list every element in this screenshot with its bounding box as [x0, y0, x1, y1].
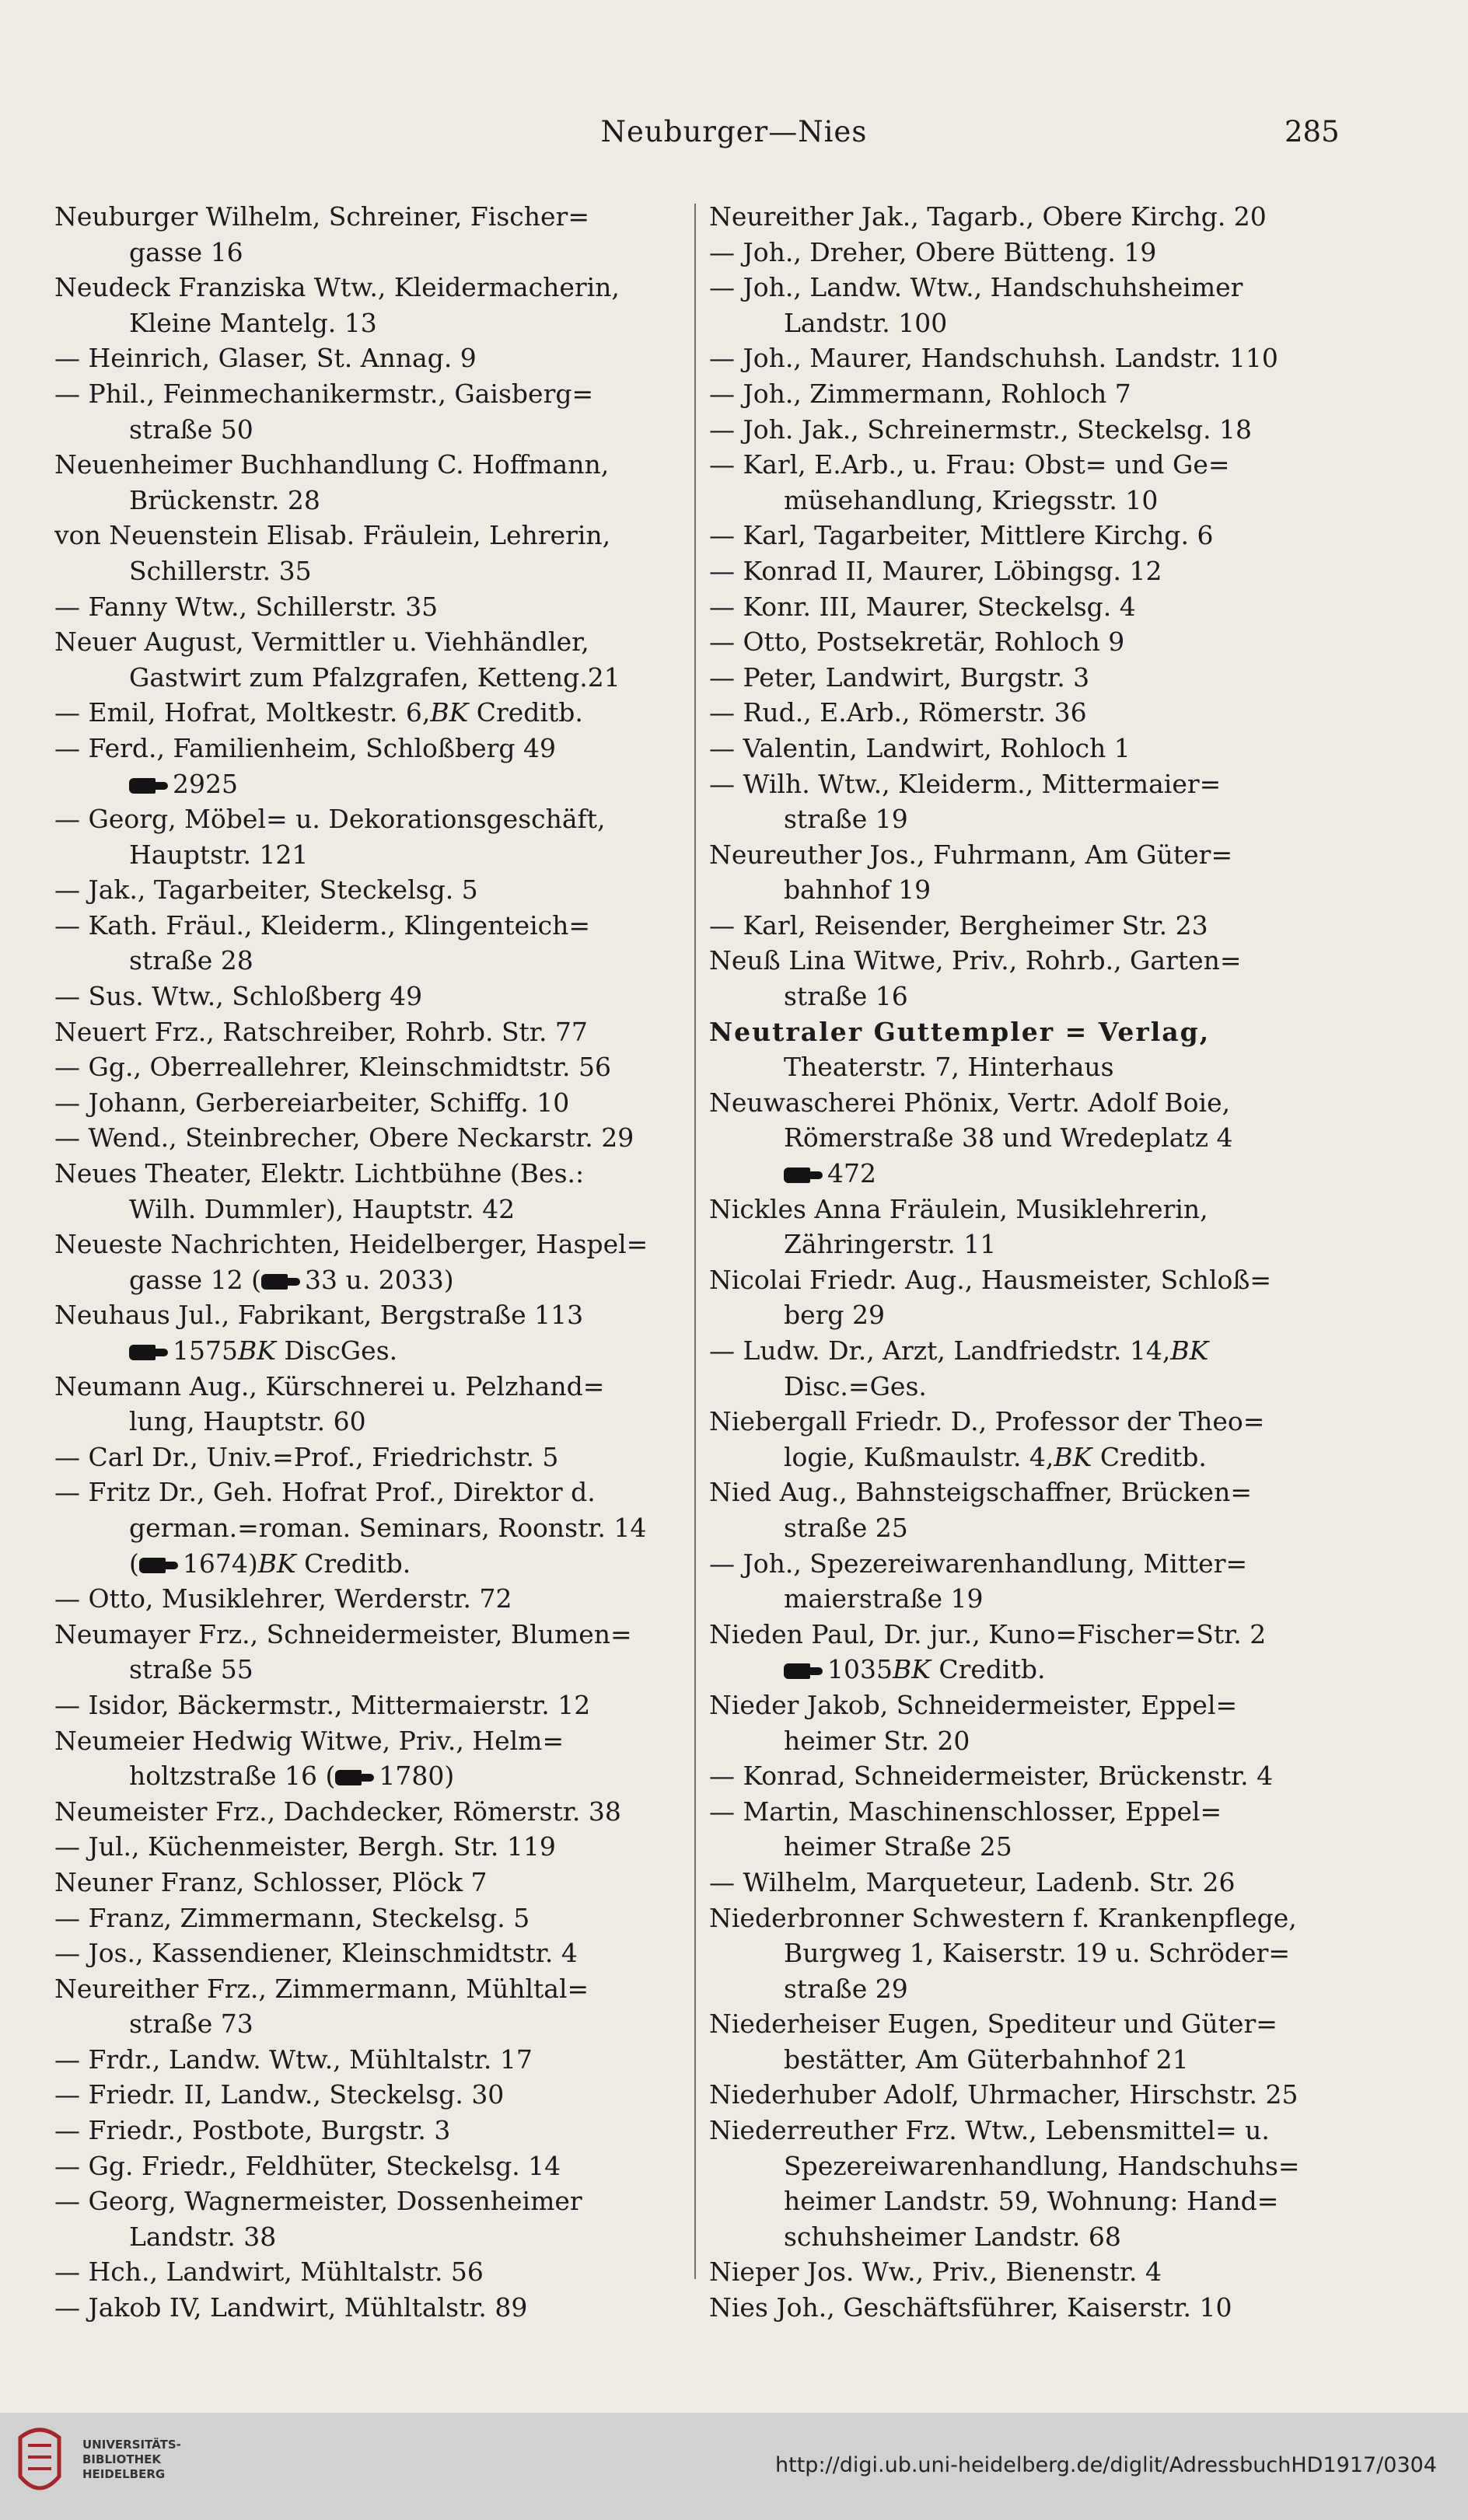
directory-entry: [709, 340, 1347, 376]
entry-text: Disc.=Ges.: [784, 1370, 927, 1401]
directory-entry: [54, 1227, 683, 1262]
telephone-icon: [261, 1272, 300, 1292]
directory-entry: [709, 1758, 1347, 1794]
entry-text: — Martin, Maschinenschlosser, Eppel=: [709, 1796, 1222, 1827]
directory-entry: [709, 553, 1347, 589]
entry-text: Nicolai Friedr. Aug., Hausmeister, Schloß=: [709, 1264, 1272, 1295]
entry-continuation-line: [54, 1333, 683, 1369]
directory-entry: [709, 766, 1347, 802]
entry-continuation-line: [54, 235, 683, 270]
telephone-icon: [784, 1165, 823, 1185]
entry-text: Nieder Jakob, Schneidermeister, Eppel=: [709, 1689, 1238, 1720]
entry-text: maierstraße 19: [784, 1583, 984, 1614]
directory-entry: [54, 1120, 683, 1156]
directory-entry: [709, 695, 1347, 731]
entry-text: Neumeister Frz., Dachdecker, Römerstr. 38: [54, 1796, 621, 1827]
directory-entry: [54, 1935, 683, 1971]
entry-text: — Jak., Tagarbeiter, Steckelsg. 5: [54, 874, 478, 906]
entry-text: von Neuenstein Elisab. Fräulein, Lehrerin,: [54, 520, 611, 551]
entry-text: — Friedr. II, Landw., Steckelsg. 30: [54, 2079, 505, 2110]
entry-text: — Emil, Hofrat, Moltkestr. 6,: [54, 697, 431, 728]
entry-text: 1674): [182, 1548, 258, 1579]
column-divider: [694, 204, 696, 2279]
directory-entry: [54, 2077, 683, 2113]
directory-entry: [709, 1546, 1347, 1582]
entry-text: Neuer August, Vermittler u. Viehhändler,: [54, 627, 589, 658]
entry-text: Theaterstr. 7, Hinterhaus: [784, 1052, 1114, 1083]
entry-text: — Otto, Postsekretär, Rohloch 9: [709, 627, 1125, 658]
entry-text: müsehandlung, Kriegsstr. 10: [784, 484, 1159, 515]
entry-text: Neudeck Franziska Wtw., Kleidermacherin,: [54, 272, 620, 303]
directory-entry: [709, 518, 1347, 553]
entry-continuation-line: [709, 1510, 1347, 1546]
entry-text: straße 19: [784, 804, 908, 835]
entry-text: — Valentin, Landwirt, Rohloch 1: [709, 732, 1131, 763]
entry-text: Brückenstr. 28: [129, 484, 320, 515]
entry-text: — Carl Dr., Univ.=Prof., Friedrichstr. 5: [54, 1441, 559, 1472]
entry-text: Niederheiser Eugen, Spediteur und Güter=: [709, 2009, 1278, 2040]
directory-entry: [709, 1475, 1347, 1510]
running-head: Neuburger—Nies: [600, 115, 868, 148]
directory-entry: [709, 1014, 1347, 1050]
directory-entry: [709, 270, 1347, 305]
directory-entry: [54, 1014, 683, 1050]
entry-text: german.=roman. Seminars, Roonstr. 14: [129, 1512, 647, 1543]
entry-continuation-line: [54, 837, 683, 873]
directory-entry: [709, 943, 1347, 979]
entry-text: Landstr. 38: [129, 2221, 277, 2252]
entry-text: — Rud., E.Arb., Römerstr. 36: [709, 697, 1087, 728]
entry-text: — Hch., Landwirt, Mühltalstr. 56: [54, 2256, 484, 2288]
directory-entry: [709, 199, 1347, 235]
entry-continuation-line: [54, 2006, 683, 2042]
entry-text: — Konr. III, Maurer, Steckelsg. 4: [709, 591, 1136, 622]
entry-text: — Heinrich, Glaser, St. Annag. 9: [54, 343, 477, 374]
entry-text: Neureuther Jos., Fuhrmann, Am Güter=: [709, 839, 1233, 870]
directory-entry: [54, 1723, 683, 1759]
directory-entry: [54, 1049, 683, 1085]
directory-entry: [54, 1865, 683, 1900]
entry-text: — Joh., Maurer, Handschuhsh. Landstr. 110: [709, 343, 1278, 374]
directory-entry: [709, 2254, 1347, 2290]
directory-entry: [54, 1794, 683, 1830]
directory-entry: [54, 1829, 683, 1865]
directory-entry: [709, 1085, 1347, 1121]
entry-text: heimer Straße 25: [784, 1831, 1012, 1862]
entry-continuation-line: [709, 1227, 1347, 1262]
entry-text: Neuburger Wilhelm, Schreiner, Fischer=: [54, 201, 589, 232]
entry-continuation-line: [709, 872, 1347, 908]
entry-text: — Joh., Zimmermann, Rohloch 7: [709, 378, 1131, 409]
directory-entry: [54, 589, 683, 625]
entry-text: Nieden Paul, Dr. jur., Kuno=Fischer=Str. 2: [709, 1618, 1267, 1649]
entry-text: Niederbronner Schwestern f. Krankenpflege,: [709, 1902, 1297, 1933]
entry-text: Nied Aug., Bahnsteigschaffner, Brücken=: [709, 1477, 1252, 1508]
entry-continuation-line: [54, 483, 683, 518]
entry-continuation-line: [54, 553, 683, 589]
directory-entry: [709, 1404, 1347, 1440]
entry-text: — Joh. Jak., Schreinermstr., Steckelsg. 18: [709, 414, 1253, 445]
entry-text: — Joh., Dreher, Obere Bütteng. 19: [709, 236, 1157, 267]
library-logo-text: [82, 2438, 181, 2482]
bank-abbreviation: BK: [257, 1548, 296, 1579]
directory-entry: [54, 624, 683, 660]
directory-entry: [54, 2254, 683, 2290]
entry-text: — Konrad II, Maurer, Löbingsg. 12: [709, 555, 1162, 586]
phone-number: 1035: [827, 1654, 893, 1685]
logo-line: BIBLIOTHEK: [82, 2452, 161, 2466]
entry-continuation-line: [709, 1652, 1347, 1688]
directory-entry: [54, 695, 683, 731]
entry-text: — Frdr., Landw. Wtw., Mühltalstr. 17: [54, 2044, 533, 2075]
entry-text: Creditb.: [295, 1548, 411, 1579]
entry-text: — Johann, Gerbereiarbeiter, Schiffg. 10: [54, 1087, 570, 1118]
directory-entry: [709, 660, 1347, 696]
entry-text: Creditb.: [930, 1654, 1046, 1685]
entry-continuation-line: [709, 483, 1347, 518]
entry-text: 1780): [379, 1761, 455, 1792]
directory-entry: [54, 1900, 683, 1936]
entry-text: — Karl, Tagarbeiter, Mittlere Kirchg. 6: [709, 520, 1214, 551]
entry-continuation-line: [54, 1652, 683, 1688]
entry-text: Nieper Jos. Ww., Priv., Bienenstr. 4: [709, 2256, 1162, 2288]
directory-entry: [54, 376, 683, 412]
directory-entry: [709, 412, 1347, 448]
phone-number: 1575: [173, 1335, 238, 1366]
entry-text: bestätter, Am Güterbahnhof 21: [784, 2044, 1189, 2075]
entry-continuation-line: [54, 2219, 683, 2255]
directory-entry: [54, 1581, 683, 1617]
entry-text: Schillerstr. 35: [129, 555, 312, 586]
directory-entry: [709, 1617, 1347, 1653]
directory-entry: [54, 1688, 683, 1723]
entry-text: straße 25: [784, 1512, 908, 1543]
directory-entry: [54, 731, 683, 766]
entry-text: lung, Hauptstr. 60: [129, 1406, 366, 1437]
entry-text: Wilh. Dummler), Hauptstr. 42: [129, 1193, 516, 1224]
directory-column-right: [709, 199, 1347, 2326]
entry-text: — Georg, Möbel= u. Dekorationsgeschäft,: [54, 804, 606, 835]
directory-entry: [709, 589, 1347, 625]
entry-text: — Ferd., Familienheim, Schloßberg 49: [54, 732, 556, 763]
entry-text: — Otto, Musiklehrer, Werderstr. 72: [54, 1583, 512, 1614]
entry-continuation-line: [54, 943, 683, 979]
entry-text: Niederhuber Adolf, Uhrmacher, Hirschstr. 25: [709, 2079, 1298, 2110]
directory-entry: [54, 1297, 683, 1333]
bank-abbreviation: BK: [430, 697, 469, 728]
entry-text: Niederreuther Frz. Wtw., Lebensmittel= u.: [709, 2115, 1270, 2146]
entry-continuation-line: [709, 1723, 1347, 1759]
entry-text: straße 73: [129, 2009, 253, 2040]
directory-entry: [709, 1794, 1347, 1830]
entry-text: Hauptstr. 121: [129, 839, 309, 870]
entry-text: Zähringerstr. 11: [784, 1229, 997, 1260]
entry-continuation-line: [709, 1049, 1347, 1085]
telephone-icon: [129, 776, 168, 796]
entry-continuation-line: [54, 660, 683, 696]
entry-text: — Joh., Spezereiwarenhandlung, Mitter=: [709, 1548, 1248, 1579]
entry-text: gasse 16: [129, 236, 243, 267]
directory-entry: [54, 199, 683, 235]
phone-number: 2925: [173, 768, 238, 799]
entry-continuation-line: [709, 1581, 1347, 1617]
logo-line: UNIVERSITÄTS-: [82, 2438, 181, 2452]
footer-bar: [0, 2413, 1468, 2520]
entry-text: straße 55: [129, 1654, 253, 1685]
entry-text: Gastwirt zum Pfalzgrafen, Ketteng.21: [129, 661, 620, 693]
directory-entry: [54, 1369, 683, 1405]
entry-text: Landstr. 100: [784, 307, 948, 338]
directory-entry: [54, 1085, 683, 1121]
phone-number: 472: [827, 1158, 876, 1189]
entry-text: holtzstraße 16 (: [129, 1761, 336, 1792]
directory-entry: [709, 624, 1347, 660]
entry-text: — Franz, Zimmermann, Steckelsg. 5: [54, 1902, 530, 1933]
directory-entry: [54, 270, 683, 305]
entry-text: Kleine Mantelg. 13: [129, 307, 377, 338]
entry-text: — Jos., Kassendiener, Kleinschmidtstr. 4: [54, 1938, 578, 1969]
entry-text: heimer Str. 20: [784, 1725, 970, 1756]
entry-text: DiscGes.: [275, 1335, 398, 1366]
entry-text: Neumann Aug., Kürschnerei u. Pelzhand=: [54, 1370, 605, 1401]
directory-entry: [709, 1333, 1347, 1369]
entry-continuation-line: [54, 1192, 683, 1227]
entry-continuation-line: [54, 1758, 683, 1794]
directory-entry: [54, 2183, 683, 2219]
entry-text: 33 u. 2033): [305, 1264, 454, 1295]
directory-column-left: [54, 199, 683, 2326]
logo-line: HEIDELBERG: [82, 2467, 166, 2481]
directory-entry: [54, 2042, 683, 2078]
bank-abbreviation: BK: [1170, 1335, 1209, 1366]
entry-text: — Karl, Reisender, Bergheimer Str. 23: [709, 909, 1208, 941]
entry-text: Neumeier Hedwig Witwe, Priv., Helm=: [54, 1725, 564, 1756]
entry-text: heimer Landstr. 59, Wohnung: Hand=: [784, 2186, 1279, 2217]
entry-text: Neuner Franz, Schlosser, Plöck 7: [54, 1866, 488, 1897]
entry-text: Neueste Nachrichten, Heidelberger, Haspel=: [54, 1229, 648, 1260]
directory-entry: [54, 2148, 683, 2184]
telephone-icon: [335, 1768, 374, 1788]
entry-text: — Peter, Landwirt, Burgstr. 3: [709, 661, 1090, 693]
directory-entry: [709, 2113, 1347, 2148]
entry-text: berg 29: [784, 1300, 886, 1331]
university-seal-icon: [14, 2422, 65, 2508]
entry-text: — Jul., Küchenmeister, Bergh. Str. 119: [54, 1831, 556, 1862]
entry-continuation-line: [709, 1297, 1347, 1333]
telephone-icon: [129, 1342, 168, 1363]
directory-entry: [54, 340, 683, 376]
entry-text: — Phil., Feinmechanikermstr., Gaisberg=: [54, 378, 594, 409]
directory-entry: [709, 447, 1347, 483]
directory-entry: [54, 908, 683, 944]
entry-continuation-line: [54, 766, 683, 802]
entry-text: — Georg, Wagnermeister, Dossenheimer: [54, 2186, 582, 2217]
entry-text: — Fritz Dr., Geh. Hofrat Prof., Direktor d.: [54, 1477, 596, 1508]
entry-text: Neues Theater, Elektr. Lichtbühne (Bes.:: [54, 1158, 585, 1189]
entry-continuation-line: [709, 1935, 1347, 1971]
entry-text: Neureither Frz., Zimmermann, Mühltal=: [54, 1973, 589, 2004]
page-number: 285: [1284, 115, 1340, 148]
directory-entry: [709, 731, 1347, 766]
entry-text: Neureither Jak., Tagarb., Obere Kirchg. 20: [709, 201, 1267, 232]
entry-text: — Joh., Landw. Wtw., Handschuhsheimer: [709, 272, 1243, 303]
directory-entry: [709, 837, 1347, 873]
directory-entry: [709, 1688, 1347, 1723]
directory-entry: [54, 2113, 683, 2148]
entry-text: logie, Kußmaulstr. 4,: [784, 1441, 1054, 1472]
entry-text: Neuenheimer Buchhandlung C. Hoffmann,: [54, 449, 610, 480]
entry-text: — Kath. Fräul., Kleiderm., Klingenteich=: [54, 909, 591, 941]
directory-entry: [54, 2290, 683, 2326]
entry-text: Neuhaus Jul., Fabrikant, Bergstraße 113: [54, 1300, 584, 1331]
entry-text: Neutraler Guttempler = Verlag,: [709, 1016, 1211, 1047]
directory-entry: [709, 1192, 1347, 1227]
source-url-link[interactable]: http://digi.ub.uni-heidelberg.de/diglit/AdressbuchHD1917/0304: [775, 2453, 1437, 2477]
entry-text: Spezereiwarenhandlung, Handschuhs=: [784, 2150, 1300, 2181]
directory-entry: [709, 908, 1347, 944]
entry-text: Burgweg 1, Kaiserstr. 19 u. Schröder=: [784, 1938, 1290, 1969]
directory-entry: [54, 979, 683, 1014]
entry-continuation-line: [54, 412, 683, 448]
entry-text: Neuert Frz., Ratschreiber, Rohrb. Str. 77: [54, 1016, 588, 1047]
bank-abbreviation: BK: [237, 1335, 276, 1366]
directory-entry: [709, 1865, 1347, 1900]
directory-entry: [709, 2006, 1347, 2042]
directory-entry: [54, 1617, 683, 1653]
entry-continuation-line: [54, 1510, 683, 1546]
entry-text: — Ludw. Dr., Arzt, Landfriedstr. 14,: [709, 1335, 1171, 1366]
directory-entry: [54, 1971, 683, 2007]
entry-text: — Jakob IV, Landwirt, Mühltalstr. 89: [54, 2292, 528, 2323]
entry-text: Creditb.: [1092, 1441, 1207, 1472]
bank-abbreviation: BK: [1054, 1441, 1092, 1472]
entry-continuation-line: [709, 2148, 1347, 2184]
entry-text: — Fanny Wtw., Schillerstr. 35: [54, 591, 439, 622]
entry-text: — Konrad, Schneidermeister, Brückenstr. 4: [709, 1761, 1274, 1792]
entry-text: (: [129, 1548, 139, 1579]
entry-text: — Wilh. Wtw., Kleiderm., Mittermaier=: [709, 768, 1222, 799]
entry-continuation-line: [709, 1156, 1347, 1192]
entry-continuation-line: [709, 1971, 1347, 2007]
directory-entry: [54, 1156, 683, 1192]
entry-text: Nies Joh., Geschäftsführer, Kaiserstr. 10: [709, 2292, 1232, 2323]
directory-entry: [54, 518, 683, 553]
entry-continuation-line: [54, 1262, 683, 1298]
entry-continuation-line: [709, 305, 1347, 341]
entry-continuation-line: [709, 1120, 1347, 1156]
entry-continuation-line: [709, 2183, 1347, 2219]
entry-text: straße 29: [784, 1973, 908, 2004]
directory-entry: [709, 1262, 1347, 1298]
entry-continuation-line: [709, 1369, 1347, 1405]
entry-continuation-line: [709, 1829, 1347, 1865]
entry-text: straße 16: [784, 981, 908, 1012]
entry-text: Neuwascherei Phönix, Vertr. Adolf Boie,: [709, 1087, 1231, 1118]
directory-entry: [54, 801, 683, 837]
entry-text: straße 28: [129, 945, 253, 976]
entry-text: Niebergall Friedr. D., Professor der Theo=: [709, 1406, 1265, 1437]
entry-text: — Wilhelm, Marqueteur, Ladenb. Str. 26: [709, 1866, 1236, 1897]
entry-text: — Karl, E.Arb., u. Frau: Obst= und Ge=: [709, 449, 1230, 480]
directory-entry: [709, 2077, 1347, 2113]
telephone-icon: [139, 1555, 178, 1576]
entry-continuation-line: [709, 2219, 1347, 2255]
entry-continuation-line: [54, 305, 683, 341]
entry-continuation-line: [709, 2042, 1347, 2078]
telephone-icon: [784, 1661, 823, 1681]
entry-continuation-line: [54, 1546, 683, 1582]
entry-text: Neuß Lina Witwe, Priv., Rohrb., Garten=: [709, 945, 1242, 976]
entry-text: — Gg. Friedr., Feldhüter, Steckelsg. 14: [54, 2150, 561, 2181]
directory-entry: [709, 376, 1347, 412]
bank-abbreviation: BK: [892, 1654, 931, 1685]
entry-text: gasse 12 (: [129, 1264, 262, 1295]
entry-text: — Gg., Oberreallehrer, Kleinschmidtstr. 56: [54, 1052, 611, 1083]
directory-entry: [709, 2290, 1347, 2326]
entry-continuation-line: [709, 979, 1347, 1014]
entry-text: Creditb.: [468, 697, 583, 728]
entry-text: bahnhof 19: [784, 874, 931, 906]
entry-text: Neumayer Frz., Schneidermeister, Blumen=: [54, 1618, 632, 1649]
entry-continuation-line: [54, 1404, 683, 1440]
entry-continuation-line: [709, 1440, 1347, 1475]
directory-entry: [54, 1475, 683, 1510]
entry-text: straße 50: [129, 414, 253, 445]
directory-entry: [54, 872, 683, 908]
entry-text: — Friedr., Postbote, Burgstr. 3: [54, 2115, 451, 2146]
entry-continuation-line: [709, 801, 1347, 837]
directory-entry: [54, 447, 683, 483]
entry-text: — Wend., Steinbrecher, Obere Neckarstr. 29: [54, 1122, 634, 1154]
entry-text: schuhsheimer Landstr. 68: [784, 2221, 1121, 2252]
directory-entry: [709, 235, 1347, 270]
entry-text: — Isidor, Bäckermstr., Mittermaierstr. 12: [54, 1689, 591, 1720]
directory-entry: [54, 1440, 683, 1475]
entry-text: Nickles Anna Fräulein, Musiklehrerin,: [709, 1193, 1208, 1224]
directory-entry: [709, 1900, 1347, 1936]
entry-text: — Sus. Wtw., Schloßberg 49: [54, 981, 423, 1012]
entry-text: Römerstraße 38 und Wredeplatz 4: [784, 1122, 1233, 1154]
